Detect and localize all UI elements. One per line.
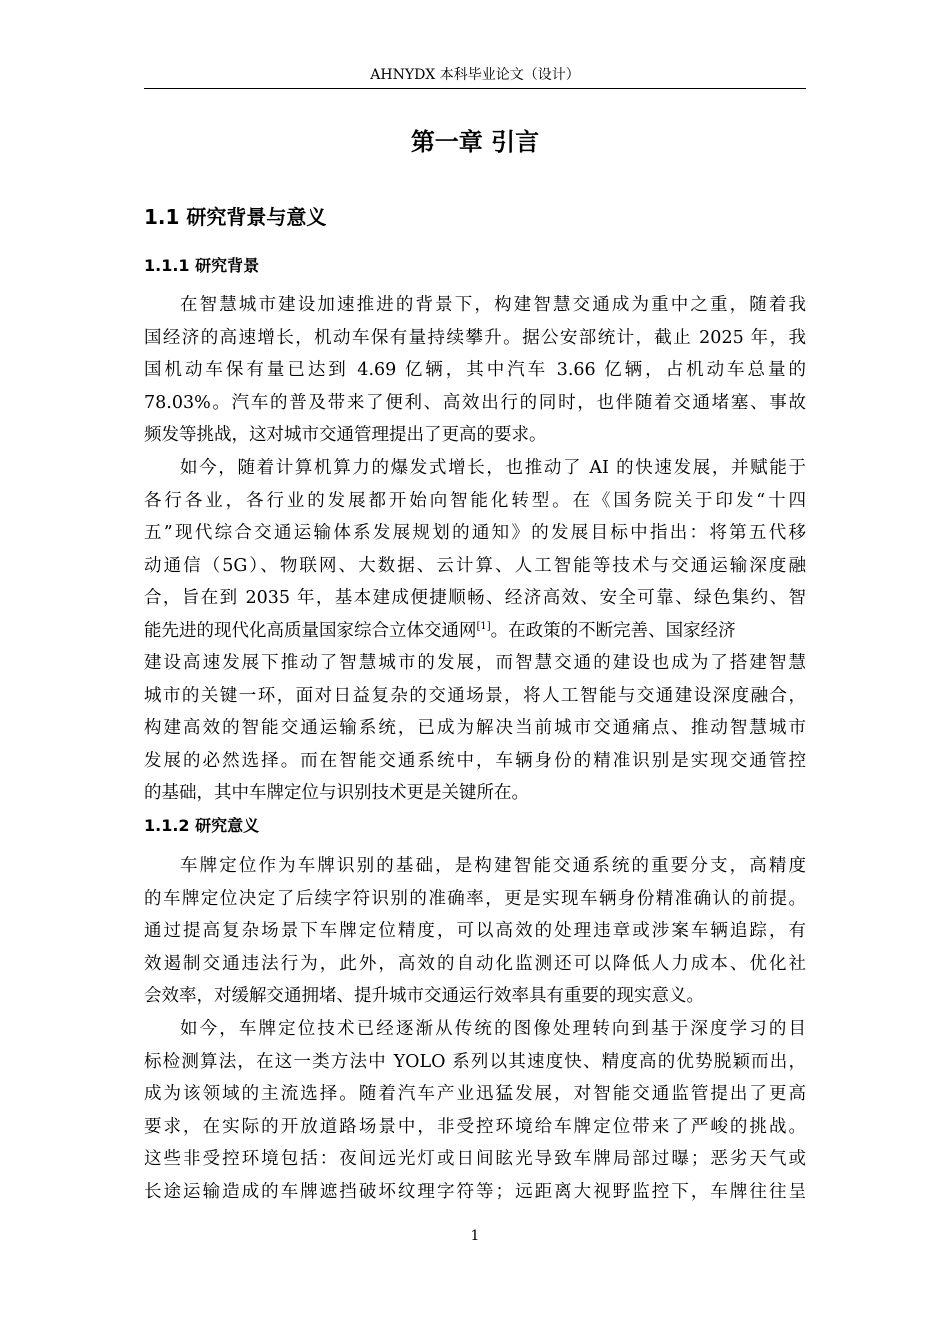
text-line: 成为该领域的主流选择。随着汽车产业迅猛发展，对智能交通监管提出了更高 — [144, 1084, 806, 1104]
text-line: 的基础，其中车牌定位与识别技术更是关键所在。 — [144, 783, 529, 803]
running-header: AHNYDX 本科毕业论文（设计） — [370, 67, 580, 83]
text-line: 构建高效的智能交通运输系统，已成为解决当前城市交通痛点、推动智慧城市 — [144, 718, 806, 738]
header-rule — [144, 88, 806, 89]
text-line: 效遏制交通违法行为，此外，高效的自动化监测还可以降低人力成本、优化社 — [144, 953, 806, 974]
paragraph-significance-1 — [144, 850, 806, 1013]
text-line-with-citation — [144, 615, 806, 648]
text-line: 频发等挑战，这对城市交通管理提出了更高的要求。 — [144, 425, 547, 445]
paragraph-significance-2 — [144, 1013, 806, 1208]
text-line: 动通信（5G）、物联网、大数据、云计算、人工智能等技术与交通运输深度融 — [144, 555, 806, 576]
text-line: 标检测算法，在这一类方法中 YOLO 系列以其速度快、精度高的优势脱颖而出， — [144, 1051, 806, 1072]
text-line: 五”现代综合交通运输体系发展规划的通知》的发展目标中指出：将第五代移 — [144, 523, 806, 543]
text-line: 国机动车保有量已达到 4.69 亿辆，其中汽车 3.66 亿辆，占机动车总量的 — [144, 360, 806, 380]
paragraph-background-2 — [144, 452, 806, 810]
page-number: 1 — [470, 1228, 480, 1244]
section-heading-1-1: 1.1 研究背景与意义 — [144, 205, 327, 229]
text-line: 会效率，对缓解交通拥堵、提升城市交通运行效率具有重要的现实意义。 — [144, 986, 704, 1006]
paragraph-background-1 — [144, 289, 806, 452]
text-line: 发展的必然选择。而在智能交通系统中，车辆身份的精准识别是实现交通管控 — [144, 750, 806, 771]
text-line: 如今，随着计算机算力的爆发式增长，也推动了 AI 的快速发展，并赋能于 — [180, 458, 806, 478]
text-line: 国经济的高速增长，机动车保有量持续攀升。据公安部统计，截止 2025 年，我 — [144, 327, 806, 348]
citation-reference: [1] — [476, 620, 491, 632]
text-line: 城市的关键一环，面对日益复杂的交通场景，将人工智能与交通建设深度融合， — [144, 685, 806, 706]
text-line: 这些非受控环境包括：夜间远光灯或日间眩光导致车牌局部过曝；恶劣天气或 — [144, 1149, 806, 1169]
text-segment: 。在政策的不断完善、国家经济 — [490, 620, 736, 641]
text-line: 的车牌定位决定了后续字符识别的准确率，更是实现车辆身份精准确认的前提。 — [144, 888, 806, 909]
text-line: 78.03%。汽车的普及带来了便利、高效出行的同时，也伴随着交通堵塞、事故 — [144, 392, 806, 413]
chapter-title: 第一章 引言 — [410, 128, 540, 156]
text-segment: 能先进的现代化高质量国家综合立体交通网 — [144, 620, 477, 641]
text-line: 建设高速发展下推动了智慧城市的发展，而智慧交通的建设也成为了搭建智慧 — [144, 653, 806, 673]
text-line: 如今，车牌定位技术已经逐渐从传统的图像处理转向到基于深度学习的目 — [180, 1019, 806, 1039]
text-line: 各行各业，各行业的发展都开始向智能化转型。在《国务院关于印发“十四 — [144, 490, 806, 511]
text-line: 在智慧城市建设加速推进的背景下，构建智慧交通成为重中之重，随着我 — [180, 295, 806, 315]
text-line: 车牌定位作为车牌识别的基础，是构建智能交通系统的重要分支，高精度 — [180, 856, 806, 876]
text-line: 合，旨在到 2035 年，基本建成便捷顺畅、经济高效、安全可靠、绿色集约、智 — [144, 588, 806, 608]
text-line: 要求，在实际的开放道路场景中，非受控环境给车牌定位带来了严峻的挑战。 — [144, 1116, 806, 1137]
text-line: 通过提高复杂场景下车牌定位精度，可以高效的处理违章或涉案车辆追踪，有 — [144, 921, 806, 941]
section-heading-1-1-1: 1.1.1 研究背景 — [144, 256, 260, 275]
text-line: 长途运输造成的车牌遮挡破坏纹理字符等；远距离大视野监控下，车牌往往呈 — [144, 1181, 806, 1202]
section-heading-1-1-2: 1.1.2 研究意义 — [144, 816, 260, 835]
